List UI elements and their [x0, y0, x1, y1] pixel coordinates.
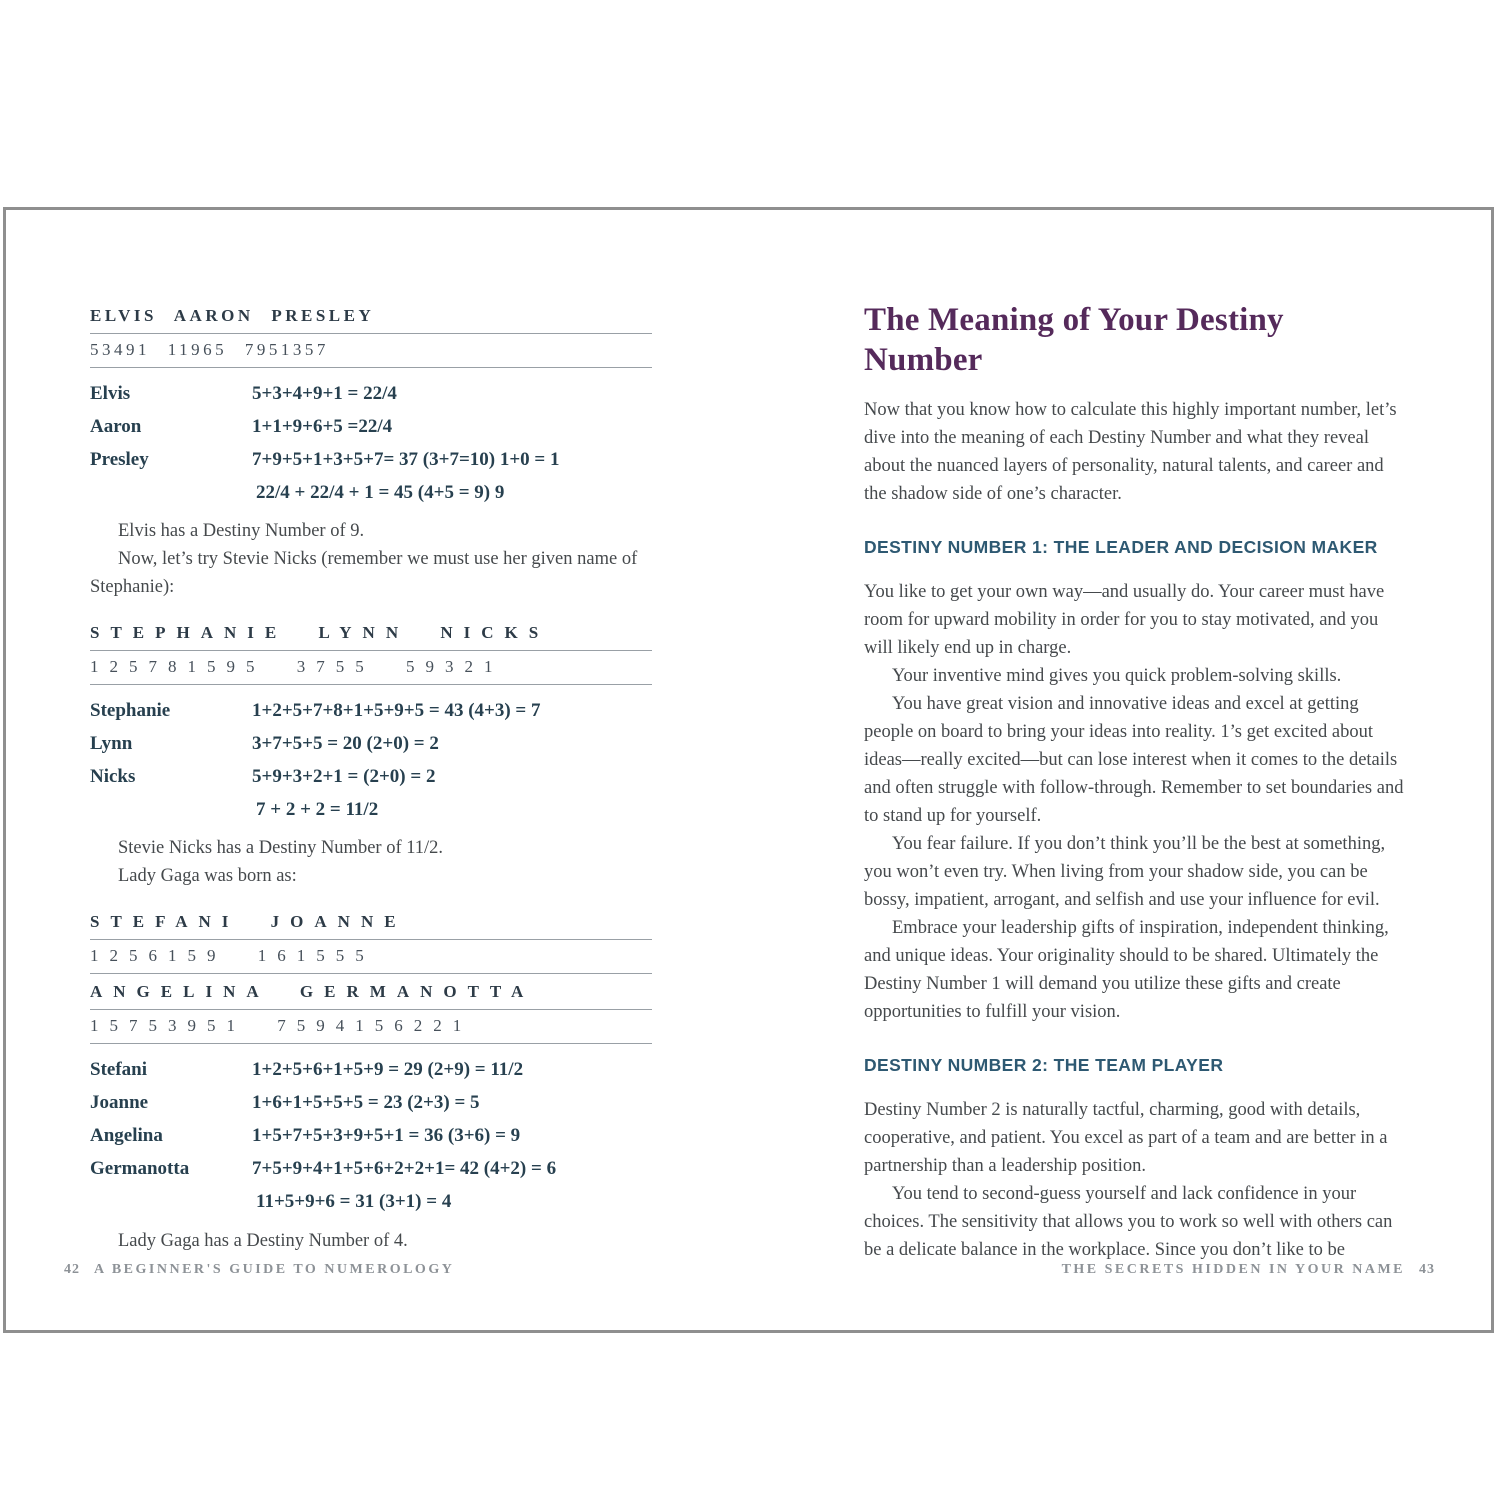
calc-label: Angelina [90, 1125, 163, 1146]
calc-row-sum [90, 799, 652, 820]
paragraph: You fear failure. If you don’t think you’ll be the best at something, you won’t even try. When living from your shadow side, you can be bossy, impatient, arrogant, and selfish and use your influence for evil. [864, 834, 1386, 910]
right-footer-title: THE SECRETS HIDDEN IN YOUR NAME [1061, 1262, 1405, 1277]
paragraph: Destiny Number 2 is naturally tactful, charming, good with details, cooperative, and patient. You excel as part of a team and are better in a partnership than a leadership position. [864, 1100, 1388, 1176]
calc-row-sum [90, 482, 652, 503]
left-page-number: 42 [64, 1262, 80, 1277]
right-page [864, 300, 1409, 1264]
calc-expression: 11+5+9+6 = 31 (3+1) = 4 [256, 1191, 452, 1212]
page-title: The Meaning of Your Destiny Number [864, 302, 1284, 378]
stefani-digits-line: 1256159 161555 [90, 940, 652, 974]
left-footer-title: A BEGINNER'S GUIDE TO NUMEROLOGY [94, 1262, 455, 1277]
angelina-name-table [90, 982, 652, 1044]
calc-label: Germanotta [90, 1158, 190, 1179]
calc-row [90, 416, 652, 437]
calc-row [90, 449, 652, 470]
elvis-name-line: ELVIS AARON PRESLEY [90, 306, 652, 334]
calc-label: Stefani [90, 1059, 147, 1080]
stefani-name-line: STEFANI JOANNE [90, 912, 652, 940]
stephanie-name-table [90, 623, 652, 685]
stefani-name-table [90, 912, 652, 974]
calc-expression: 1+2+5+7+8+1+5+9+5 = 43 (4+3) = 7 [252, 700, 541, 721]
stephanie-calc-rows [90, 700, 652, 820]
calc-label: Stephanie [90, 700, 171, 721]
calc-row [90, 1092, 652, 1113]
elvis-result-text: Elvis has a Destiny Number of 9. [118, 521, 365, 541]
left-page [90, 306, 652, 1255]
gaga-calc-rows [90, 1059, 652, 1212]
calc-label: Joanne [90, 1092, 149, 1113]
right-footer [1062, 1262, 1435, 1278]
stephanie-digits-line: 125781595 3755 59321 [90, 651, 652, 685]
calc-row-sum [90, 1191, 652, 1212]
calc-row [90, 766, 652, 787]
calc-expression: 1+2+5+6+1+5+9 = 29 (2+9) = 11/2 [252, 1059, 524, 1080]
stephanie-name-line: STEPHANIE LYNN NICKS [90, 623, 652, 651]
calc-label: Presley [90, 449, 149, 470]
paragraph: You tend to second-guess yourself and lack confidence in your choices. The sensitivity that allows you to work so well with others can be a delicate balance in the workplace. Since you don’t like to be [864, 1184, 1393, 1260]
calc-expression: 22/4 + 22/4 + 1 = 45 (4+5 = 9) 9 [256, 482, 505, 503]
elvis-digits-line: 53491 11965 7951357 [90, 334, 652, 368]
calc-expression: 3+7+5+5 = 20 (2+0) = 2 [252, 733, 439, 754]
elvis-name-table [90, 306, 652, 368]
intro-paragraph: Now that you know how to calculate this highly important number, let’s dive into the meaning of each Destiny Number and what they reveal about the nuanced layers of personality, natural talents, and career and the shadow side of one’s character. [864, 400, 1397, 504]
calc-expression: 7+5+9+4+1+5+6+2+2+1= 42 (4+2) = 6 [252, 1158, 557, 1179]
paragraph: Your inventive mind gives you quick problem-solving skills. [892, 666, 1342, 686]
calc-row [90, 1059, 652, 1080]
calc-label: Elvis [90, 383, 131, 404]
angelina-name-line: ANGELINA GERMANOTTA [90, 982, 652, 1010]
calc-expression: 5+3+4+9+1 = 22/4 [252, 383, 397, 404]
calc-expression: 1+6+1+5+5+5 = 23 (2+3) = 5 [252, 1092, 480, 1113]
paragraph: Embrace your leadership gifts of inspiration, independent thinking, and unique ideas. Your originality should to be shared. Ultimately the Destiny Number 1 will demand you utilize these gifts and create opportunities to fulfill your vision. [864, 918, 1389, 1022]
calc-label: Aaron [90, 416, 142, 437]
calc-expression: 5+9+3+2+1 = (2+0) = 2 [252, 766, 436, 787]
gaga-result-block [90, 1227, 652, 1255]
right-page-number: 43 [1419, 1262, 1435, 1277]
stevie-result-text: Stevie Nicks has a Destiny Number of 11/2. [118, 838, 444, 858]
calc-expression: 7+9+5+1+3+5+7= 37 (3+7=10) 1+0 = 1 [252, 449, 560, 470]
calc-row [90, 1158, 652, 1179]
gaga-intro-text: Lady Gaga was born as: [118, 866, 297, 886]
paragraph: You have great vision and innovative ideas and excel at getting people on board to bring your ideas into reality. 1’s get excited about ideas—really excited—but can lose interest when it comes to the details and often struggle with follow-through. Remember to set boundaries and to stand up for yourself. [864, 694, 1404, 826]
calc-expression: 1+5+7+5+3+9+5+1 = 36 (3+6) = 9 [252, 1125, 521, 1146]
calc-row [90, 383, 652, 404]
paragraph: You like to get your own way—and usually do. Your career must have room for upward mobility in order for you to stay motivated, and you will likely end up in charge. [864, 582, 1385, 658]
calc-row [90, 733, 652, 754]
calc-label: Nicks [90, 766, 136, 787]
elvis-result-block [90, 517, 652, 601]
calc-row [90, 1125, 652, 1146]
calc-row [90, 700, 652, 721]
calc-label: Lynn [90, 733, 133, 754]
angelina-digits-line: 15753951 7594156221 [90, 1010, 652, 1044]
elvis-calc-rows [90, 383, 652, 503]
section-heading-destiny-1: DESTINY NUMBER 1: THE LEADER AND DECISION MAKER [864, 537, 1378, 557]
left-footer [64, 1262, 454, 1278]
gaga-result-text: Lady Gaga has a Destiny Number of 4. [118, 1231, 408, 1251]
calc-expression: 7 + 2 + 2 = 11/2 [256, 799, 379, 820]
section-heading-destiny-2: DESTINY NUMBER 2: THE TEAM PLAYER [864, 1055, 1224, 1075]
calc-expression: 1+1+9+6+5 =22/4 [252, 416, 393, 437]
stevie-result-block [90, 834, 652, 890]
stevie-intro-text: Now, let’s try Stevie Nicks (remember we must use her given name of Stephanie): [90, 549, 638, 597]
book-spread-frame [3, 207, 1494, 1333]
